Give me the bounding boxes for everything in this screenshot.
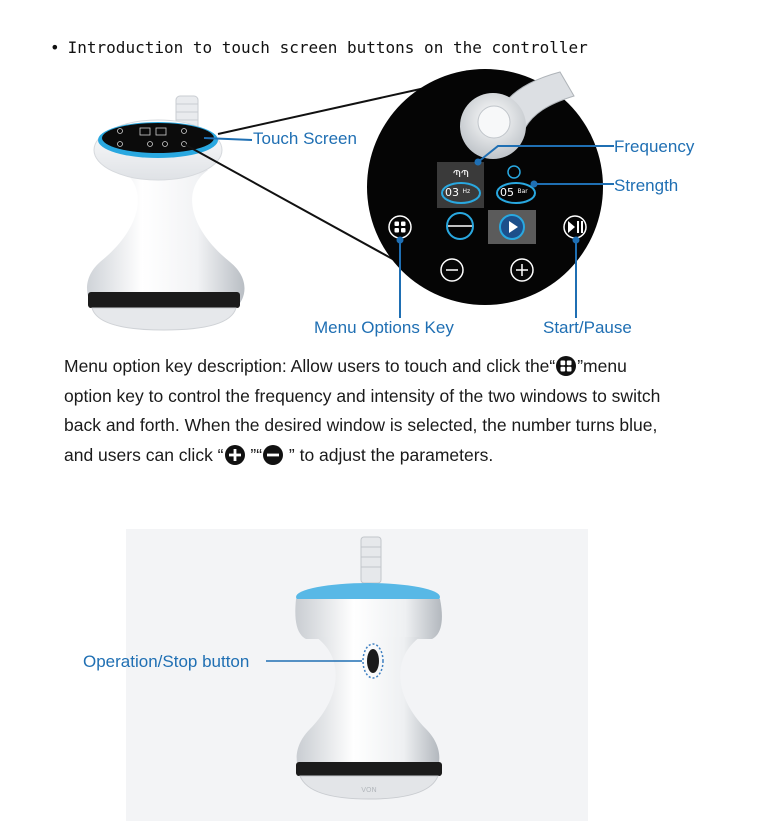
plus-icon [225, 445, 245, 465]
freq-value: 03 [445, 186, 459, 199]
desc-line-2: option key to control the frequency and intensity of the two windows to switch [64, 385, 661, 406]
desc-line-4b: ”“ [245, 444, 263, 465]
desc-line-1a: Menu option key description: Allow users to touch and click the“ [64, 356, 556, 376]
bullet: • [50, 38, 60, 57]
freq-readout [445, 186, 470, 199]
device-side-photo [126, 529, 588, 821]
menu-key-icon [556, 356, 576, 376]
desc-line-1 [64, 352, 704, 382]
operation-stop-label: Operation/Stop button [83, 652, 250, 671]
strength-unit: Bar [517, 188, 528, 195]
screen-zoom [367, 69, 603, 305]
strength-label: Strength [614, 176, 679, 195]
controller-figure [0, 0, 766, 345]
strength-readout [500, 186, 528, 199]
desc-line-4a: and users can click “ [64, 444, 224, 465]
brand-mark: VON [361, 786, 377, 794]
desc-line-1b: ”menu [577, 356, 627, 376]
menu-key-description [64, 352, 704, 470]
desc-line-4c: ” to adjust the parameters. [284, 444, 494, 465]
device-photo [87, 96, 245, 330]
touch-screen-label: Touch Screen [253, 129, 357, 148]
svg-text:ՊՊ: ՊՊ [452, 169, 470, 180]
freq-unit: Hz [462, 188, 471, 195]
frequency-label: Frequency [614, 137, 695, 156]
device-side-illustration [126, 529, 588, 821]
strength-value: 05 [500, 186, 514, 199]
menu-options-key-label: Menu Options Key [314, 318, 454, 337]
heading-text: Introduction to touch screen buttons on the controller [67, 38, 588, 57]
desc-line-3: back and forth. When the desired window is selected, the number turns blue, [64, 415, 658, 435]
desc-line-4 [64, 441, 704, 471]
start-pause-label: Start/Pause [543, 318, 632, 337]
minus-icon [263, 445, 283, 465]
